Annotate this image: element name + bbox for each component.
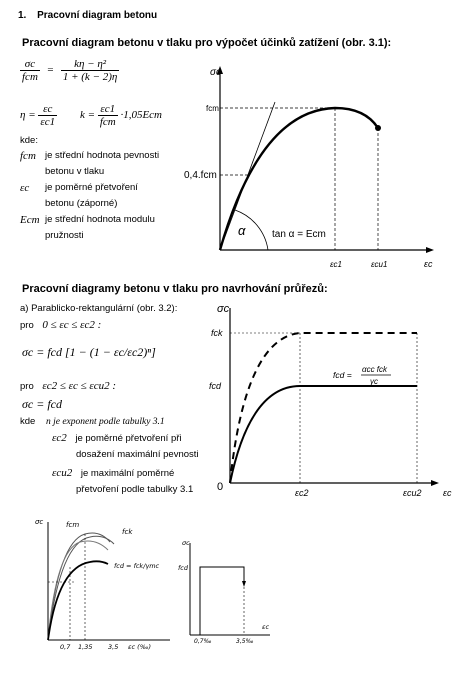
equation-eta — [20, 103, 57, 128]
kde-label-2: kde — [20, 416, 36, 427]
definition-item — [20, 180, 180, 212]
eq-main-rhs-den: 1 + (k − 2)η — [62, 71, 118, 83]
level-04-label: 0,4.fcm — [184, 170, 217, 181]
sketch-rect-line — [200, 567, 244, 635]
sketch-curve-2 — [48, 536, 114, 640]
def-line2: betonu v tlaku — [45, 166, 105, 177]
def-symbol: Ecm — [20, 214, 40, 226]
x-axis-label: εc — [424, 259, 433, 269]
eps-c1-label: εc1 — [330, 260, 342, 269]
eq-main-lhs-num: σc — [20, 58, 40, 71]
sketch-x-label: εc (‰) — [128, 643, 152, 651]
sketch-curves — [30, 512, 180, 652]
formula-lhs: fcd = — [333, 370, 352, 380]
item-a: a) Parablicko-rektangulární (obr. 3.2): — [20, 303, 178, 314]
pro-label: pro — [20, 381, 34, 392]
eq-eta-lhs: η = — [20, 109, 36, 122]
sketch-curve-design — [48, 561, 108, 640]
def-eps-c2-line1: je poměrné přetvoření při — [75, 433, 182, 444]
sketch-fcm-label: fcm — [66, 521, 80, 529]
eq-k-lhs: k = — [80, 109, 96, 122]
x-axis-arrow — [431, 480, 439, 486]
section1-title: Pracovní diagram betonu v tlaku pro výpočet účinků zatížení (obr. 3.1): — [22, 37, 392, 49]
eps-c2-label: εc2 — [295, 488, 309, 498]
eq-main-rhs-num: kη − η² — [61, 58, 120, 71]
def-line2: pružnosti — [45, 230, 84, 241]
def-eps-cu2-symbol: εcu2 — [52, 467, 73, 479]
section2-title: Pracovní diagramy betonu v tlaku pro navrhování průřezů: — [22, 283, 328, 295]
def-eps-cu2 — [52, 465, 193, 498]
kde-row — [20, 414, 165, 430]
def-line1: je střední hodnota pevnosti — [45, 150, 160, 161]
sketch-y-label: σc — [35, 518, 44, 526]
def-eps-c2 — [52, 430, 199, 463]
x-axis-label: εc — [443, 488, 452, 498]
fcd-curve — [230, 386, 417, 483]
eq-eta-den: εc1 — [40, 116, 56, 128]
kde-label: kde: — [20, 135, 38, 146]
eq-k-den: fcm — [99, 116, 116, 128]
eq-k-num: εc1 — [98, 103, 118, 116]
sketch-y-label: σc — [182, 539, 190, 547]
def-line1: je poměrné přetvoření — [45, 182, 138, 193]
range1-row — [20, 317, 101, 334]
eq-k-tail: ·1,05Ecm — [120, 109, 162, 122]
eq-eta-num: εc — [38, 103, 57, 116]
y-axis-label: σc — [210, 67, 222, 78]
range2-row — [20, 378, 116, 395]
diagram-stress-strain-analysis — [180, 60, 450, 275]
eps-cu1-label: εcu1 — [371, 260, 388, 269]
sketch-fcd-label: fcd = fck/γmc — [114, 562, 160, 570]
heading-number: 1. — [18, 10, 27, 21]
range1: 0 ≤ εc ≤ εc2 : — [42, 319, 102, 331]
pro-label: pro — [20, 320, 34, 331]
fck-label: fck — [211, 328, 223, 338]
definition-item — [20, 148, 180, 180]
sketch-tick-2: 1,35 — [78, 643, 93, 651]
sketch-tick-2: 3,5‰ — [236, 638, 254, 645]
range2: εc2 ≤ εc ≤ εcu2 : — [42, 380, 117, 392]
fcm-label: fcm — [206, 104, 219, 113]
definitions-list — [20, 148, 180, 244]
tan-alpha-label: tan α = Ecm — [272, 229, 326, 240]
def-line1: je střední hodnota modulu — [45, 214, 155, 225]
definition-item — [20, 212, 180, 244]
fcd-label: fcd — [209, 381, 222, 391]
sketch-tick-3: 3,5 — [108, 643, 119, 651]
def-symbol: εc — [20, 182, 30, 194]
diagram-parabola-rectangle — [205, 298, 460, 503]
x-axis-arrow — [426, 247, 434, 253]
def-eps-cu2-line2: přetvoření podle tabulky 3.1 — [76, 484, 194, 495]
eps-cu2-label: εcu2 — [403, 488, 422, 498]
def-eps-c2-line2: dosažení maximální pevnosti — [76, 449, 199, 460]
def-line2: betonu (záporné) — [45, 198, 118, 209]
equation-parabola: σc = fcd [1 − (1 − εc/εc2)ⁿ] — [22, 345, 156, 359]
sketch-rectangular — [180, 535, 280, 647]
tangent-line — [220, 102, 275, 250]
def-eps-c2-symbol: εc2 — [52, 432, 67, 444]
equation-constant: σc = fcd — [22, 397, 63, 411]
sketch-tick-1: 0,7 — [60, 643, 71, 651]
y-axis-label: σc — [217, 303, 230, 315]
heading-title: Pracovní diagram betonu — [37, 10, 158, 21]
section-heading — [18, 10, 157, 21]
formula-den: γc — [370, 377, 378, 386]
alpha-label: α — [238, 223, 246, 238]
n-definition: n je exponent podle tabulky 3.1 — [45, 417, 165, 427]
origin-label: 0 — [217, 481, 224, 493]
formula-num: αcc fck — [362, 365, 388, 374]
equation-k — [80, 103, 162, 128]
sketch-fcd-label: fcd — [178, 564, 188, 572]
def-symbol: fcm — [20, 150, 36, 162]
def-eps-cu2-line1: je maximální poměrné — [80, 468, 175, 479]
eq-main-lhs-den: fcm — [22, 71, 38, 83]
sketch-fck-label: fck — [122, 528, 133, 536]
sketch-tick-1: 0,7‰ — [194, 638, 212, 645]
sketch-x-label: εc — [262, 623, 270, 631]
equation-main: $\frac{\sigma c}{\text{fcm}}$ = $\frac{\text{kη − η²}}{1 + (k - 2)\eta}$ — [22, 58, 118, 83]
